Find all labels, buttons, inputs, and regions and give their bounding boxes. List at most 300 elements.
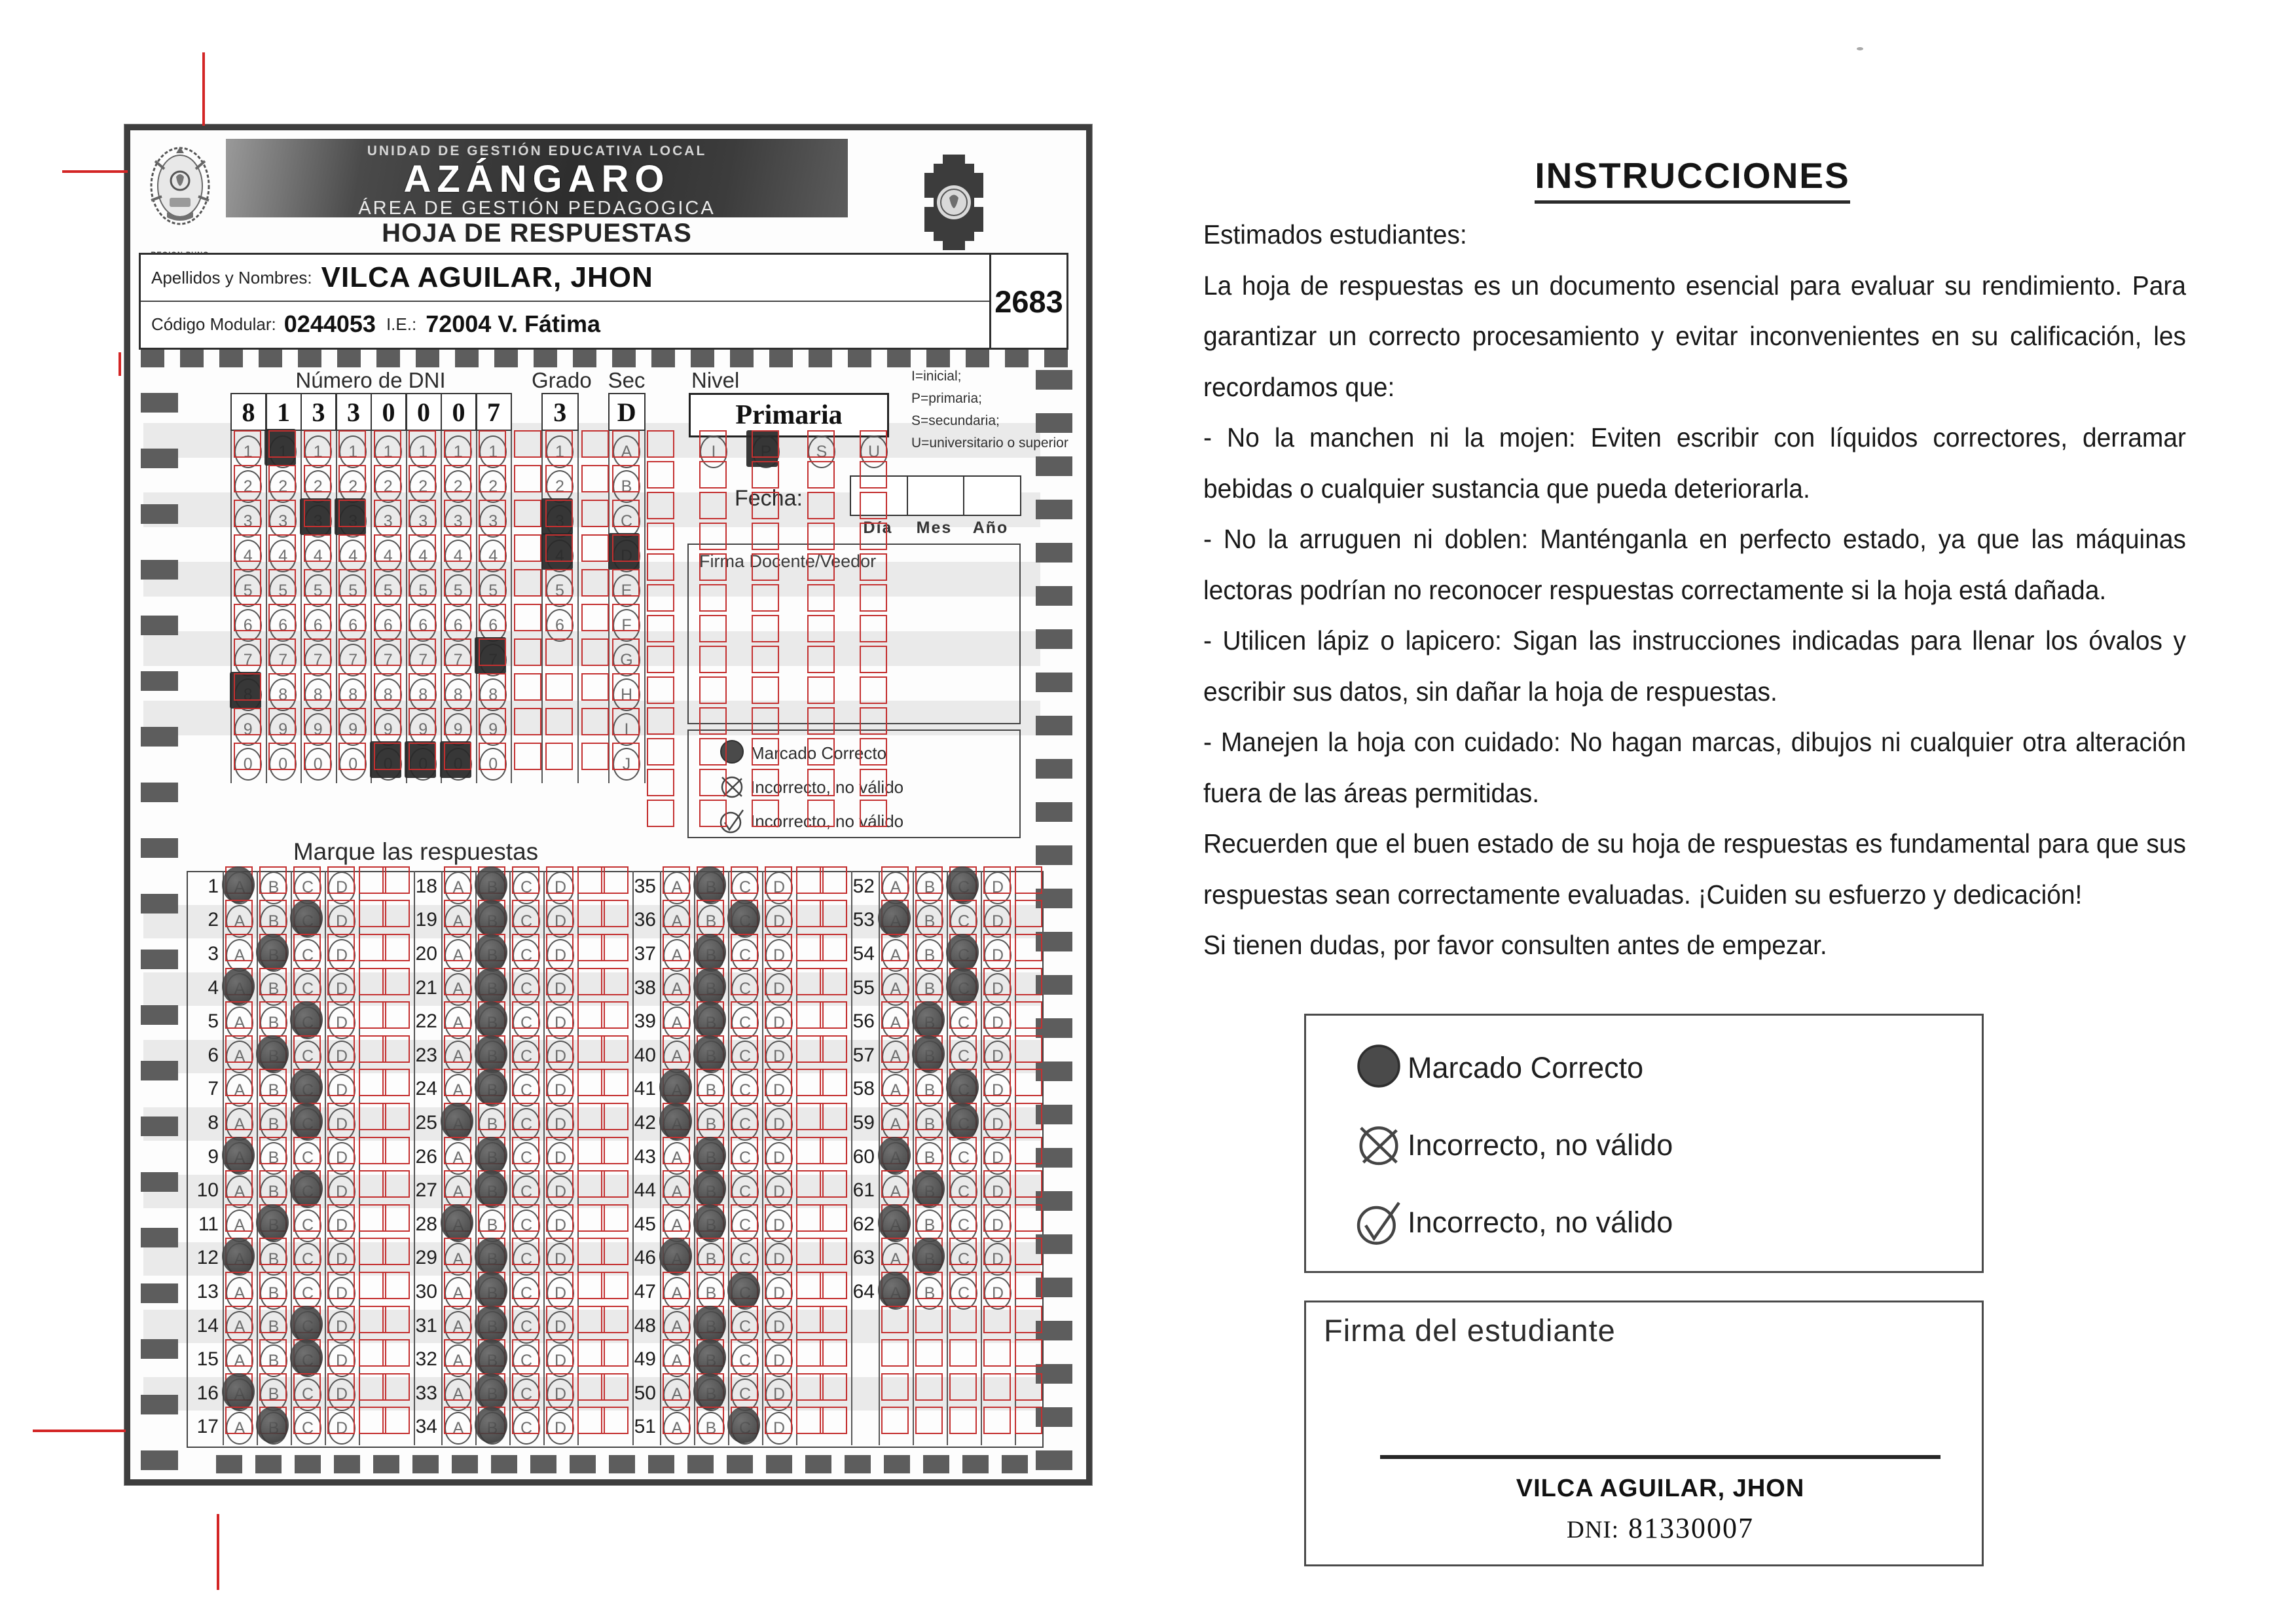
answer-bubble[interactable]: D [765,872,793,904]
answer-bubble[interactable]: A [882,1243,909,1276]
grado-bubble[interactable]: 6 [546,609,574,642]
dni-bubble[interactable]: 6 [269,609,297,642]
answer-bubble[interactable]: B [260,1311,287,1344]
answer-bubble[interactable]: C [513,1108,540,1141]
dni-bubble[interactable]: 6 [339,609,367,642]
answer-bubble[interactable]: A [663,872,691,904]
answer-bubble[interactable]: D [328,1142,355,1175]
fecha-mes-cell[interactable] [908,477,965,515]
answer-bubble[interactable]: B [916,905,943,938]
registration-square [699,769,727,796]
answer-bubble[interactable]: B [916,939,943,972]
dni-bubble[interactable]: 8 [339,678,367,711]
dni-bubble[interactable]: 7 [339,644,367,676]
answer-bubble[interactable]: D [328,1175,355,1208]
dni-bubble[interactable]: 5 [304,574,332,607]
timing-mark [727,1455,753,1473]
answer-bubble[interactable]: B [697,1412,725,1445]
answer-bubble[interactable]: D [328,1209,355,1242]
answer-bubble[interactable]: A [445,1175,472,1208]
answer-bubble[interactable]: A [226,939,253,972]
answer-bubble[interactable]: B [260,1277,287,1310]
answer-bubble[interactable]: A [445,1142,472,1175]
answer-bubble[interactable]: A [663,1277,691,1310]
answer-bubble[interactable]: A [882,1108,909,1141]
answer-bubble[interactable]: C [950,1041,977,1073]
dni-bubble[interactable]: 3 [479,505,507,538]
dni-bubble[interactable]: 6 [304,609,332,642]
dni-bubble[interactable]: 3 [409,505,437,538]
answer-bubble[interactable]: B [697,1074,725,1107]
answer-bubble[interactable]: A [445,872,472,904]
answer-bubble[interactable]: B [260,1108,287,1141]
answer-bubble[interactable]: C [294,973,321,1006]
nivel-bubble[interactable]: U [860,435,888,468]
answer-bubble[interactable]: A [882,973,909,1006]
dni-bubble[interactable]: 6 [479,609,507,642]
answer-bubble[interactable]: D [328,973,355,1006]
answer-bubble[interactable]: C [294,939,321,972]
answer-bubble[interactable]: A [663,1311,691,1344]
answer-bubble[interactable]: C [950,1277,977,1310]
answer-bubble[interactable]: B [916,1108,943,1141]
grado-bubble[interactable]: 5 [546,574,574,607]
answer-bubble[interactable]: C [731,1344,759,1377]
answer-bubble[interactable]: A [226,1311,253,1344]
answer-bubble[interactable]: B [479,1209,506,1242]
answer-bubble[interactable]: D [328,939,355,972]
answer-bubble[interactable]: D [765,1175,793,1208]
dni-bubble[interactable]: 7 [234,644,262,676]
answer-bubble[interactable]: A [663,1142,691,1175]
answer-bubble[interactable]: D [984,1142,1011,1175]
registration-square [546,1407,574,1434]
answer-bubble[interactable]: A [882,872,909,904]
answer-bubble[interactable]: D [547,1209,574,1242]
dni-bubble[interactable]: 8 [479,678,507,711]
nivel-bubble[interactable]: S [808,435,835,468]
answer-bubble[interactable]: A [226,905,253,938]
answer-bubble[interactable]: C [731,973,759,1006]
dni-bubble[interactable]: 2 [304,470,332,503]
dni-bubble[interactable]: 4 [304,540,332,572]
answer-bubble[interactable]: B [916,872,943,904]
answer-bubble[interactable]: A [445,939,472,972]
sec-bubble[interactable]: E [613,574,640,607]
answer-bubble[interactable]: B [916,1277,943,1310]
answer-bubble[interactable]: D [328,1041,355,1073]
dni-bubble[interactable]: 9 [304,713,332,746]
answer-bubble[interactable]: B [697,1277,725,1310]
answer-bubble[interactable]: B [479,1108,506,1141]
answer-bubble[interactable]: C [513,1142,540,1175]
dni-bubble[interactable]: 2 [409,470,437,503]
dni-bubble[interactable]: 5 [409,574,437,607]
answer-bubble[interactable]: A [226,1412,253,1445]
answer-bubble[interactable]: A [663,1344,691,1377]
answer-bubble[interactable]: A [445,1006,472,1039]
timing-mark [259,350,282,367]
dni-bubble[interactable]: 1 [339,435,367,468]
dni-bubble[interactable]: 1 [409,435,437,468]
answer-bubble[interactable]: D [984,1277,1011,1310]
answer-bubble[interactable]: D [547,1006,574,1039]
sec-bubble[interactable]: B [613,470,640,503]
registration-square [444,1339,471,1367]
answer-bubble[interactable]: B [260,905,287,938]
dni-bubble[interactable]: 4 [339,540,367,572]
dni-bubble[interactable]: 2 [339,470,367,503]
answer-bubble[interactable]: A [663,1412,691,1445]
answer-bubble[interactable]: D [328,1108,355,1141]
answer-bubble[interactable]: D [328,905,355,938]
answer-bubble[interactable]: C [513,1074,540,1107]
dni-bubble[interactable]: 5 [445,574,472,607]
answer-bubble[interactable]: C [513,1209,540,1242]
answer-bubble[interactable]: A [882,1041,909,1073]
dni-bubble[interactable]: 2 [445,470,472,503]
answer-bubble[interactable]: A [882,1175,909,1208]
answer-bubble[interactable]: D [547,1277,574,1310]
answer-bubble[interactable]: B [260,1175,287,1208]
answer-bubble[interactable]: A [882,1006,909,1039]
answer-bubble[interactable]: B [697,1243,725,1276]
answer-bubble[interactable]: A [445,1074,472,1107]
answer-bubble[interactable]: A [445,1277,472,1310]
registration-square [234,673,261,701]
answer-bubble[interactable]: D [765,1209,793,1242]
answer-bubble[interactable]: C [294,872,321,904]
answer-bubble[interactable]: D [765,1006,793,1039]
dni-bubble[interactable]: 8 [304,678,332,711]
answer-bubble[interactable]: D [547,1041,574,1073]
sec-bubble[interactable]: C [613,505,640,538]
answer-bubble[interactable]: C [513,1412,540,1445]
answer-bubble[interactable]: A [226,1277,253,1310]
answer-bubble[interactable]: A [226,1006,253,1039]
dni-bubble[interactable]: 4 [479,540,507,572]
sec-bubble[interactable]: F [613,609,640,642]
answer-bubble[interactable]: D [547,1311,574,1344]
dni-bubble[interactable]: 8 [445,678,472,711]
answer-bubble[interactable]: C [731,1209,759,1242]
answer-bubble[interactable]: B [260,872,287,904]
dni-bubble[interactable]: 5 [339,574,367,607]
dni-bubble[interactable]: 2 [269,470,297,503]
answer-bubble[interactable]: A [445,1041,472,1073]
answer-bubble[interactable]: D [328,1412,355,1445]
dni-bubble[interactable]: 7 [445,644,472,676]
answer-bubble[interactable]: B [697,1108,725,1141]
answer-bubble[interactable]: C [513,1311,540,1344]
answer-bubble[interactable]: C [294,1041,321,1073]
answer-bubble[interactable]: A [226,1344,253,1377]
grado-bubble[interactable]: 2 [546,470,574,503]
answer-bubble[interactable]: D [328,1378,355,1411]
signature-line[interactable] [1380,1455,1941,1459]
dni-bubble[interactable]: 2 [234,470,262,503]
answer-bubble[interactable]: D [765,1108,793,1141]
answer-bubble[interactable]: D [984,872,1011,904]
answer-bubble[interactable]: D [547,1378,574,1411]
dni-bubble[interactable]: 9 [339,713,367,746]
dni-bubble[interactable]: 8 [374,678,402,711]
answer-bubble[interactable]: D [765,905,793,938]
answer-bubble[interactable]: C [513,1277,540,1310]
dni-bubble[interactable]: 4 [234,540,262,572]
answer-bubble[interactable]: C [513,1006,540,1039]
dni-bubble[interactable]: 0 [304,748,332,781]
sec-bubble[interactable]: G [613,644,640,676]
answer-bubble[interactable]: D [984,905,1011,938]
answer-bubble[interactable]: B [916,973,943,1006]
answer-bubble[interactable]: C [731,1311,759,1344]
answer-bubble[interactable]: D [765,1041,793,1073]
answer-bubble[interactable]: A [226,1108,253,1141]
fecha-field-label: Día [863,519,893,537]
answer-bubble[interactable]: D [328,1311,355,1344]
dni-bubble[interactable]: 5 [479,574,507,607]
answer-bubble[interactable]: C [294,1243,321,1276]
dni-bubble[interactable]: 2 [479,470,507,503]
answer-bubble[interactable]: B [260,1243,287,1276]
dni-bubble[interactable]: 1 [374,435,402,468]
answer-bubble[interactable]: A [663,1378,691,1411]
answer-bubble[interactable]: C [950,905,977,938]
answer-bubble[interactable]: D [984,1175,1011,1208]
answer-bubble[interactable]: B [697,905,725,938]
answer-bubble[interactable]: D [547,1074,574,1107]
answer-bubble[interactable]: A [226,1175,253,1208]
sec-bubble[interactable]: A [613,435,640,468]
answer-bubble[interactable]: D [765,1277,793,1310]
answer-bubble[interactable]: D [984,1108,1011,1141]
answer-bubble[interactable]: B [260,973,287,1006]
grado-bubble[interactable]: 1 [546,435,574,468]
registration-square [949,1407,977,1434]
answer-bubble[interactable]: C [731,939,759,972]
answer-bubble[interactable]: A [445,1412,472,1445]
answer-bubble[interactable]: A [882,1074,909,1107]
dni-bubble[interactable]: 8 [269,678,297,711]
answer-bubble[interactable]: C [294,1378,321,1411]
answer-bubble[interactable]: D [547,939,574,972]
answer-bubble[interactable]: D [547,1243,574,1276]
dni-bubble[interactable]: 6 [234,609,262,642]
dni-bubble[interactable]: 6 [374,609,402,642]
dni-bubble[interactable]: 6 [445,609,472,642]
answer-bubble[interactable]: A [445,1378,472,1411]
dni-bubble[interactable]: 6 [409,609,437,642]
dni-bubble[interactable]: 0 [234,748,262,781]
answer-bubble[interactable]: B [916,1142,943,1175]
answer-bubble[interactable]: C [513,1344,540,1377]
dni-bubble[interactable]: 0 [269,748,297,781]
answer-bubble[interactable]: D [765,1311,793,1344]
answer-bubble[interactable]: B [260,1006,287,1039]
dni-bubble[interactable]: 1 [479,435,507,468]
answer-bubble[interactable]: C [513,1175,540,1208]
answer-bubble[interactable]: D [765,1142,793,1175]
answer-bubble[interactable]: D [984,1041,1011,1073]
answer-bubble[interactable]: C [731,872,759,904]
answer-bubble[interactable]: D [547,905,574,938]
answer-bubble[interactable]: C [294,1277,321,1310]
dni-bubble[interactable]: 7 [269,644,297,676]
answer-bubble[interactable]: C [513,905,540,938]
answer-bubble[interactable]: C [513,939,540,972]
dni-bubble[interactable]: 1 [304,435,332,468]
answer-bubble[interactable]: C [950,1243,977,1276]
answer-bubble[interactable]: D [984,1006,1011,1039]
answer-bubble[interactable]: D [765,1074,793,1107]
answer-bubble[interactable]: D [547,1412,574,1445]
answer-bubble[interactable]: D [547,1175,574,1208]
answer-bubble[interactable]: D [765,1344,793,1377]
answer-bubble[interactable]: D [328,1277,355,1310]
answer-bubble[interactable]: A [445,1243,472,1276]
answer-bubble[interactable]: D [765,1243,793,1276]
question-number: 16 [196,1382,219,1404]
answer-bubble[interactable]: B [260,1378,287,1411]
answer-bubble[interactable]: D [984,1074,1011,1107]
dni-bubble[interactable]: 5 [269,574,297,607]
answer-bubble[interactable]: C [950,1142,977,1175]
registration-square [881,1103,909,1130]
dni-bubble[interactable]: 3 [445,505,472,538]
dni-bubble[interactable]: 3 [234,505,262,538]
answer-bubble[interactable]: C [513,973,540,1006]
answer-bubble[interactable]: C [731,1142,759,1175]
answer-bubble[interactable]: C [950,1175,977,1208]
answer-bubble[interactable]: C [294,1142,321,1175]
answer-bubble[interactable]: D [984,939,1011,972]
nivel-bubble[interactable]: I [700,435,727,468]
dni-bubble[interactable]: 5 [374,574,402,607]
answer-bubble[interactable]: C [950,1209,977,1242]
answer-bubble[interactable]: D [328,1243,355,1276]
answer-bubble[interactable]: A [663,939,691,972]
answer-bubble[interactable]: B [260,1142,287,1175]
answer-bubble[interactable]: A [663,905,691,938]
answer-bubble[interactable]: A [226,1074,253,1107]
dni-bubble[interactable]: 3 [269,505,297,538]
timing-mark [141,950,178,969]
fecha-ano-cell[interactable] [964,477,1020,515]
answer-bubble[interactable]: A [663,973,691,1006]
answer-bubble[interactable]: D [328,1074,355,1107]
instruction-paragraph: Si tienen dudas, por favor consulten antes de empezar. [1203,930,1827,960]
answer-bubble[interactable]: D [547,1108,574,1141]
answer-bubble[interactable]: A [663,1175,691,1208]
dni-bubble[interactable]: 7 [409,644,437,676]
answer-bubble[interactable]: C [513,872,540,904]
answer-bubble[interactable]: D [765,1412,793,1445]
timing-mark [1036,716,1072,735]
answer-bubble[interactable]: A [882,939,909,972]
answer-bubble[interactable]: A [226,1209,253,1242]
answer-bubble[interactable]: C [731,1006,759,1039]
answer-bubble[interactable]: D [984,1243,1011,1276]
answer-bubble[interactable]: B [260,1344,287,1377]
dni-bubble[interactable]: 9 [445,713,472,746]
answer-bubble[interactable]: C [731,1378,759,1411]
answer-bubble[interactable]: C [513,1243,540,1276]
answer-bubble[interactable]: D [328,1344,355,1377]
answer-bubble[interactable]: C [731,1074,759,1107]
dni-bubble[interactable]: 4 [374,540,402,572]
dni-bubble[interactable]: 1 [445,435,472,468]
answer-bubble[interactable]: D [547,872,574,904]
code-label: Código Modular: [151,314,276,334]
answer-bubble[interactable]: D [765,1378,793,1411]
dni-bubble[interactable]: 1 [234,435,262,468]
answer-bubble[interactable]: C [513,1378,540,1411]
registration-square [374,638,401,666]
answer-bubble[interactable]: D [984,1209,1011,1242]
sec-bubble[interactable]: I [613,713,640,746]
dni-bubble[interactable]: 7 [304,644,332,676]
answer-bubble[interactable]: C [731,1243,759,1276]
answer-bubble[interactable]: A [445,1311,472,1344]
answer-bubble[interactable]: A [663,1006,691,1039]
answer-bubble[interactable]: D [984,973,1011,1006]
dni-bubble[interactable]: 9 [234,713,262,746]
sec-bubble[interactable]: J [613,748,640,781]
answer-bubble[interactable]: B [916,1074,943,1107]
answer-bubble[interactable]: D [328,872,355,904]
answer-bubble[interactable]: C [294,1412,321,1445]
answer-bubble[interactable]: A [226,1041,253,1073]
answer-bubble[interactable]: D [328,1006,355,1039]
answer-bubble[interactable]: C [513,1041,540,1073]
dni-bubble[interactable]: 0 [479,748,507,781]
dni-bubble[interactable]: 5 [234,574,262,607]
sec-bubble[interactable]: H [613,678,640,711]
dni-bubble[interactable]: 2 [374,470,402,503]
answer-bubble[interactable]: C [731,1041,759,1073]
dni-bubble[interactable]: 0 [339,748,367,781]
answer-bubble[interactable]: B [916,1209,943,1242]
answer-bubble[interactable]: D [547,973,574,1006]
answer-bubble[interactable]: D [547,1142,574,1175]
dni-bubble[interactable]: 9 [409,713,437,746]
answer-bubble[interactable]: C [731,1108,759,1141]
answer-bubble[interactable]: A [663,1209,691,1242]
dni-bubble[interactable]: 4 [445,540,472,572]
answer-bubble[interactable]: A [445,905,472,938]
answer-bubble[interactable]: A [445,1344,472,1377]
dni-bubble[interactable]: 8 [409,678,437,711]
dni-bubble[interactable]: 9 [374,713,402,746]
answer-bubble[interactable]: C [294,1209,321,1242]
answer-bubble[interactable]: C [950,1006,977,1039]
registration-square [327,1069,355,1096]
answer-bubble[interactable]: A [663,1041,691,1073]
answer-bubble[interactable]: D [765,973,793,1006]
answer-bubble[interactable]: A [445,973,472,1006]
answer-bubble[interactable]: C [731,1175,759,1208]
dni-bubble[interactable]: 4 [409,540,437,572]
dni-bubble[interactable]: 9 [269,713,297,746]
dni-bubble[interactable]: 7 [374,644,402,676]
answer-bubble[interactable]: D [547,1344,574,1377]
dni-bubble[interactable]: 3 [374,505,402,538]
dni-bubble[interactable]: 9 [479,713,507,746]
answer-bubble[interactable]: B [260,1074,287,1107]
dni-bubble[interactable]: 4 [269,540,297,572]
answer-bubble[interactable]: D [765,939,793,972]
